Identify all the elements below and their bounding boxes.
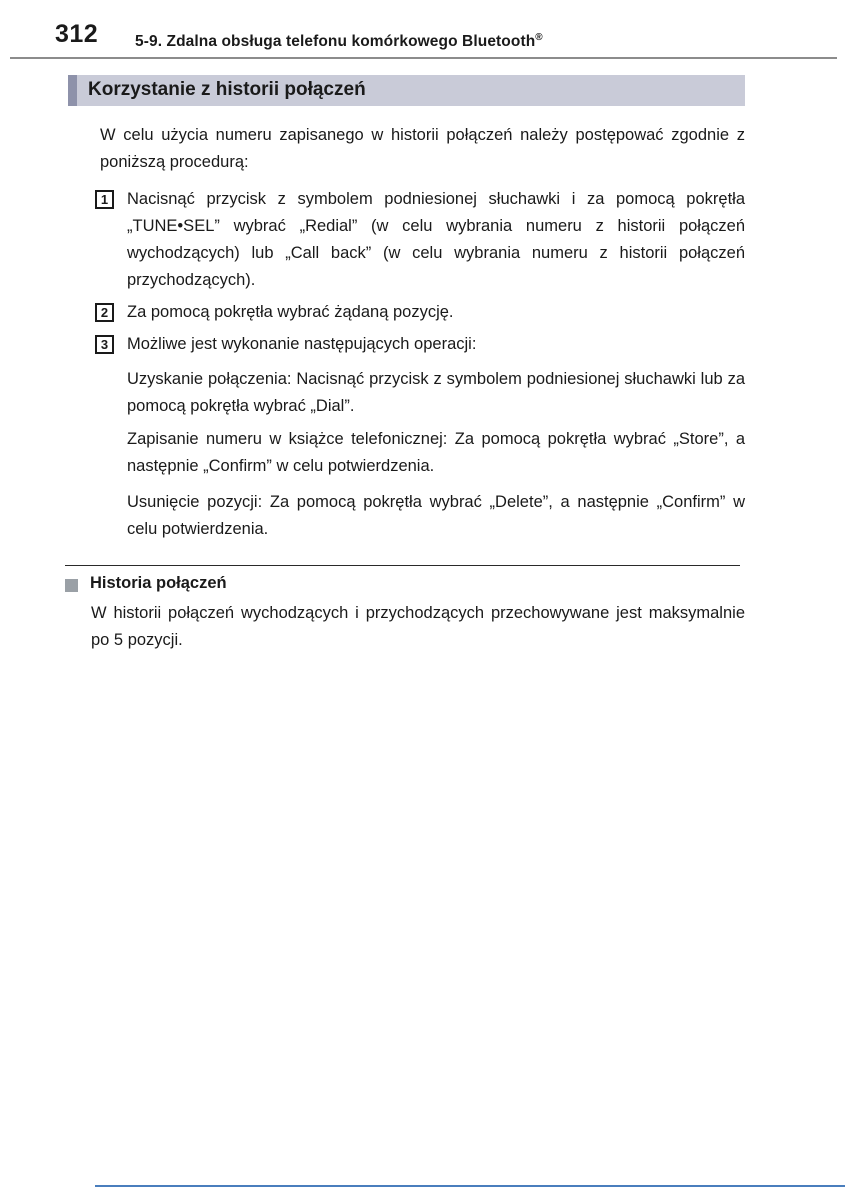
note-bullet-icon [65, 579, 78, 592]
intro-paragraph: W celu użycia numeru zapisanego w historii połączeń należy postępować zgodnie z poniższą procedurą: [100, 126, 745, 171]
operation-paragraph-dial: Uzyskanie połączenia: Nacisnąć przycisk z symbolem podniesionej słuchawki lub za pomocą pokrętła wybrać „Dial”. [127, 370, 745, 415]
step-item-1 [95, 186, 745, 294]
note-title: Historia połączeń [90, 574, 227, 592]
step-text: Nacisnąć przycisk z symbolem podniesionej słuchawki i za pomocą pokrętła „TUNE•SEL” wybrać „Redial” (w celu wybrania numeru z historii połączeń wychodzących) lub „Call back” (w celu wybrania numeru z historii połączeń przychodzących). [127, 190, 745, 289]
step-text: Za pomocą pokrętła wybrać żądaną pozycję. [127, 303, 454, 321]
section-title: Korzystanie z historii połączeń [88, 79, 366, 100]
section-divider [65, 565, 740, 566]
step-item-2 [95, 299, 745, 326]
operation-paragraph-store: Zapisanie numeru w książce telefonicznej: Za pomocą pokrętła wybrać „Store”, a następnie „Confirm” w celu potwierdzenia. [127, 430, 745, 475]
registered-trademark: ® [535, 32, 543, 43]
step-number-box: 2 [95, 303, 114, 322]
page-number: 312 [55, 20, 99, 48]
footer-rule [95, 1185, 845, 1187]
note-text: W historii połączeń wychodzących i przychodzących przechowywane jest maksymalnie po 5 pozycji. [91, 604, 745, 649]
chapter-title-text: 5-9. Zdalna obsługa telefonu komórkowego Bluetooth [135, 33, 536, 51]
step-text: Możliwe jest wykonanie następujących operacji: [127, 335, 477, 353]
operation-paragraph-delete: Usunięcie pozycji: Za pomocą pokrętła wybrać „Delete”, a następnie „Confirm” w celu potwierdzenia. [127, 493, 745, 538]
section-title-accent [68, 75, 77, 106]
step-item-3 [95, 331, 745, 358]
chapter-title [135, 32, 543, 51]
section-title-bar [68, 75, 745, 106]
step-number-box: 1 [95, 190, 114, 209]
header-rule [10, 57, 837, 59]
step-number-box: 3 [95, 335, 114, 354]
